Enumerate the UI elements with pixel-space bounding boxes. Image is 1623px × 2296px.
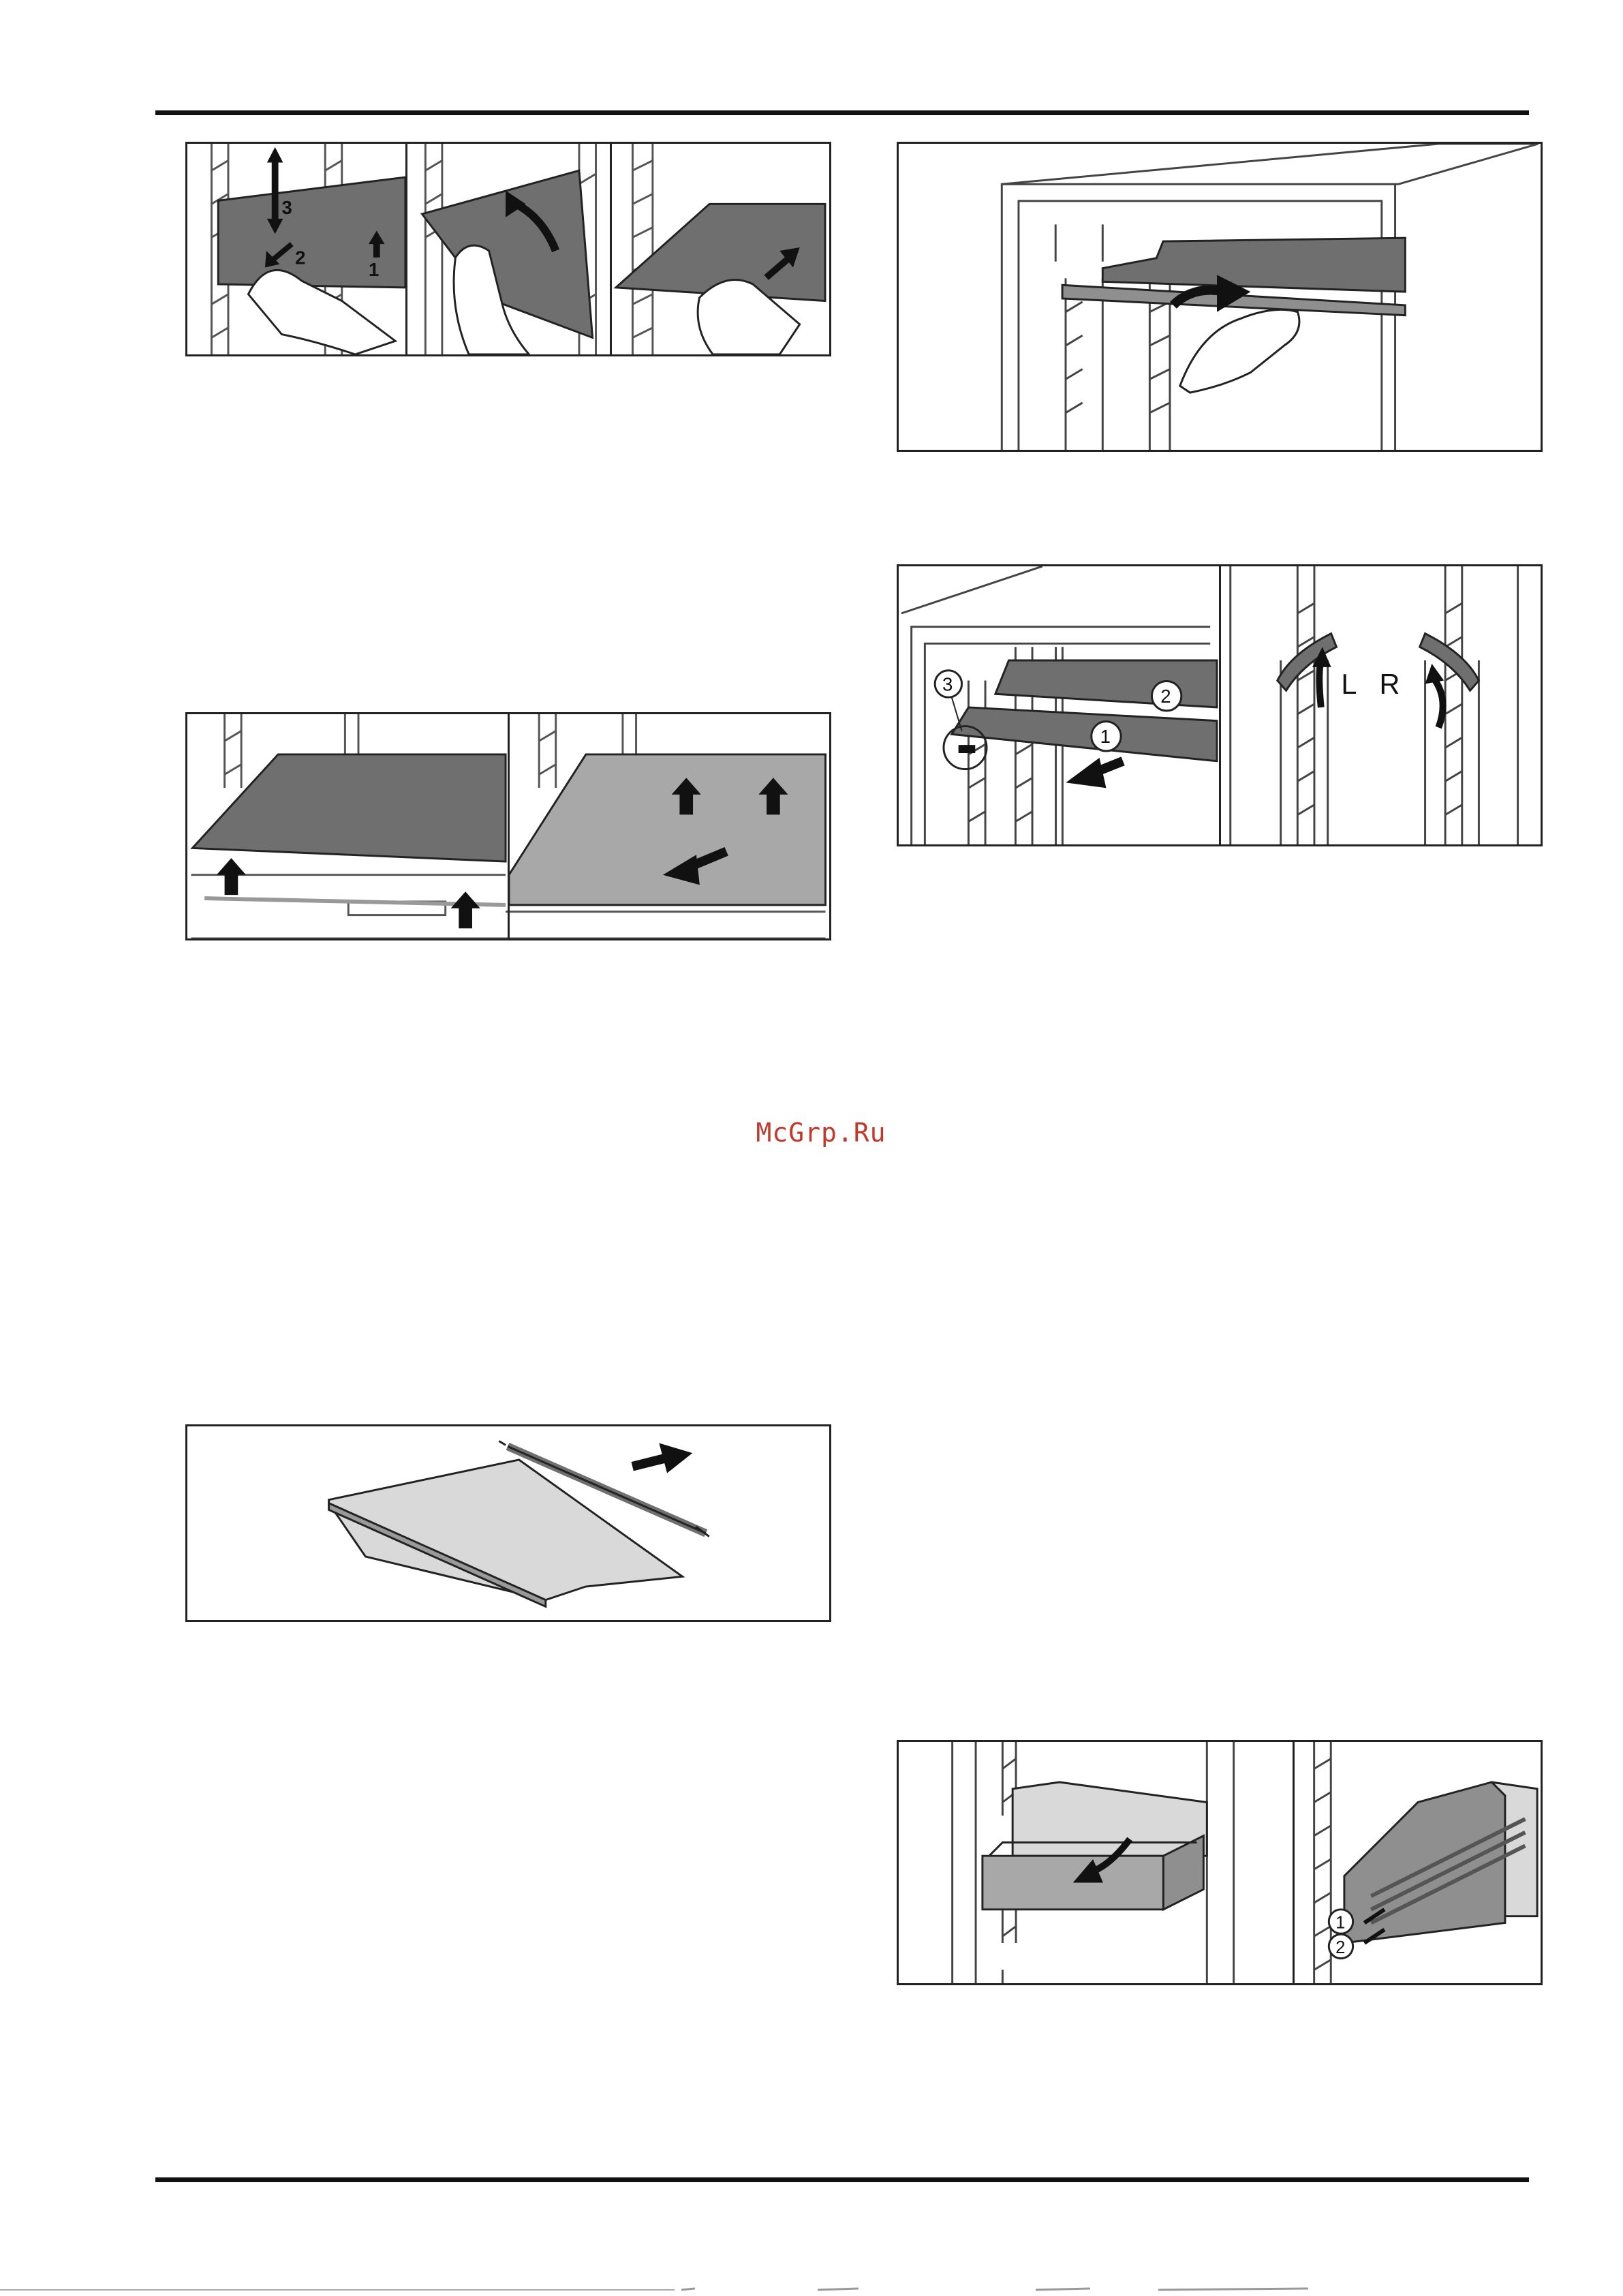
label-1: 1 [1335,1913,1346,1933]
label-step-3: 3 [281,197,292,218]
panel-3 [616,144,825,354]
panel-right [1231,566,1518,844]
scan-artifact [0,2283,1623,2296]
panel-divider [405,144,407,354]
shelf-insertion-illustration [899,144,1541,450]
panel-left [191,714,506,938]
panel-divider [610,144,612,354]
panel-2 [422,144,596,354]
figure-shelf-brackets [897,564,1543,846]
label-2: 2 [1160,686,1171,707]
label-step-2: 2 [295,247,306,269]
glass-shelf-trim-illustration [187,1426,829,1620]
shelf-removal-illustration [187,144,829,354]
panel-left [901,566,1217,844]
label-L: L [1341,669,1357,701]
label-R: R [1379,669,1400,701]
top-rule [155,110,1529,115]
figure-shelf-insertion [897,142,1543,452]
figure-bottom-shelf [185,712,831,940]
figure-drawer-removal [897,1740,1543,1985]
panel-divider [1293,1742,1295,1983]
panel-divider [1219,566,1221,844]
label-2: 2 [1335,1938,1346,1957]
panel-left [953,1742,1234,1983]
figure-shelf-removal-steps [185,142,831,356]
watermark: McGrp.Ru [756,1118,886,1148]
label-1: 1 [1100,726,1111,748]
panel-right [506,714,825,938]
panel-right [1314,1742,1537,1983]
drawer-removal-illustration [899,1742,1541,1983]
figure-glass-shelf-trim [185,1424,831,1622]
panel-1 [211,144,405,354]
panel-divider [508,714,510,938]
bottom-rule [155,2177,1529,2182]
label-3: 3 [942,673,953,695]
label-step-1: 1 [368,259,380,281]
